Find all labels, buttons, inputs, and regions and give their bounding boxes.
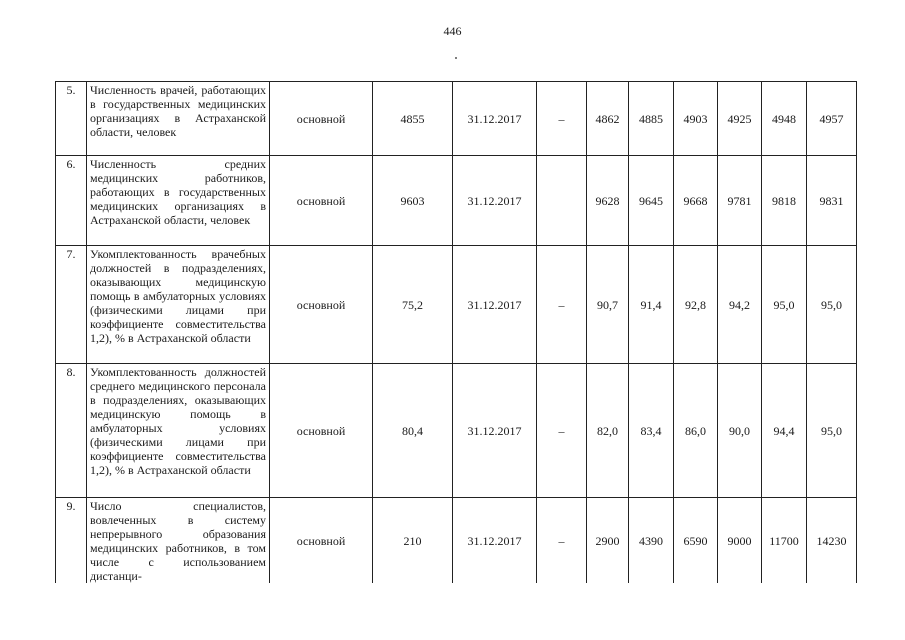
row-number: 5. [56, 82, 87, 156]
scan-speck [455, 57, 457, 59]
base-date: 31.12.2017 [453, 82, 537, 156]
year-value: 4862 [587, 82, 629, 156]
indicators-table [55, 81, 857, 583]
year-value: 11700 [762, 498, 807, 584]
base-value: 4855 [373, 82, 453, 156]
year-value: 2900 [587, 498, 629, 584]
year-value: 14230 [807, 498, 857, 584]
base-date: 31.12.2017 [453, 364, 537, 498]
dash-cell: – [537, 246, 587, 364]
base-value: 75,2 [373, 246, 453, 364]
year-value: 94,4 [762, 364, 807, 498]
base-value: 210 [373, 498, 453, 584]
page-number: 446 [443, 24, 462, 38]
table-row [56, 498, 857, 584]
dash-cell: – [537, 82, 587, 156]
year-value: 90,0 [718, 364, 762, 498]
table-row [56, 364, 857, 498]
row-number: 8. [56, 364, 87, 498]
base-value: 9603 [373, 156, 453, 246]
base-value: 80,4 [373, 364, 453, 498]
year-value: 9781 [718, 156, 762, 246]
indicator-type: основной [270, 82, 373, 156]
year-value: 95,0 [807, 246, 857, 364]
row-number: 6. [56, 156, 87, 246]
indicator-type: основной [270, 364, 373, 498]
year-value: 94,2 [718, 246, 762, 364]
year-value: 4390 [629, 498, 674, 584]
year-value: 9645 [629, 156, 674, 246]
year-value: 4957 [807, 82, 857, 156]
year-value: 86,0 [674, 364, 718, 498]
year-value: 95,0 [762, 246, 807, 364]
year-value: 4948 [762, 82, 807, 156]
dash-cell: – [537, 498, 587, 584]
dash-cell: – [537, 364, 587, 498]
year-value: 90,7 [587, 246, 629, 364]
base-date: 31.12.2017 [453, 498, 537, 584]
table-row [56, 82, 857, 156]
indicator-description: Число специалистов, вовлеченных в систему непрерывного образования медицинских работников, в том числе с использованием дистанци- [87, 498, 270, 584]
indicator-type: основной [270, 156, 373, 246]
indicator-description: Укомплектованность должностей среднего медицинского персонала в подразделениях, оказывающих медицинскую помощь в амбулаторных условиях (физическими лицами при коэффициенте совместительства 1,2), % в Астраханской области [87, 364, 270, 498]
base-date: 31.12.2017 [453, 246, 537, 364]
table-row [56, 246, 857, 364]
year-value: 9818 [762, 156, 807, 246]
year-value: 9668 [674, 156, 718, 246]
indicator-description: Численность врачей, работающих в государственных медицинских организациях в Астраханской области, человек [87, 82, 270, 156]
year-value: 9628 [587, 156, 629, 246]
indicator-type: основной [270, 498, 373, 584]
year-value: 9000 [718, 498, 762, 584]
year-value: 95,0 [807, 364, 857, 498]
indicator-description: Численность средних медицинских работников, работающих в государственных медицинских организациях в Астраханской области, человек [87, 156, 270, 246]
year-value: 4925 [718, 82, 762, 156]
base-date: 31.12.2017 [453, 156, 537, 246]
year-value: 9831 [807, 156, 857, 246]
indicator-description: Укомплектованность врачебных должностей в подразделениях, оказывающих медицинскую помощь в амбулаторных условиях (физическими лицами при коэффициенте совместительства 1,2), % в Астраханской области [87, 246, 270, 364]
year-value: 83,4 [629, 364, 674, 498]
year-value: 4903 [674, 82, 718, 156]
table-row [56, 156, 857, 246]
row-number: 7. [56, 246, 87, 364]
indicator-type: основной [270, 246, 373, 364]
year-value: 92,8 [674, 246, 718, 364]
year-value: 4885 [629, 82, 674, 156]
dash-cell [537, 156, 587, 246]
row-number: 9. [56, 498, 87, 584]
year-value: 6590 [674, 498, 718, 584]
year-value: 82,0 [587, 364, 629, 498]
year-value: 91,4 [629, 246, 674, 364]
